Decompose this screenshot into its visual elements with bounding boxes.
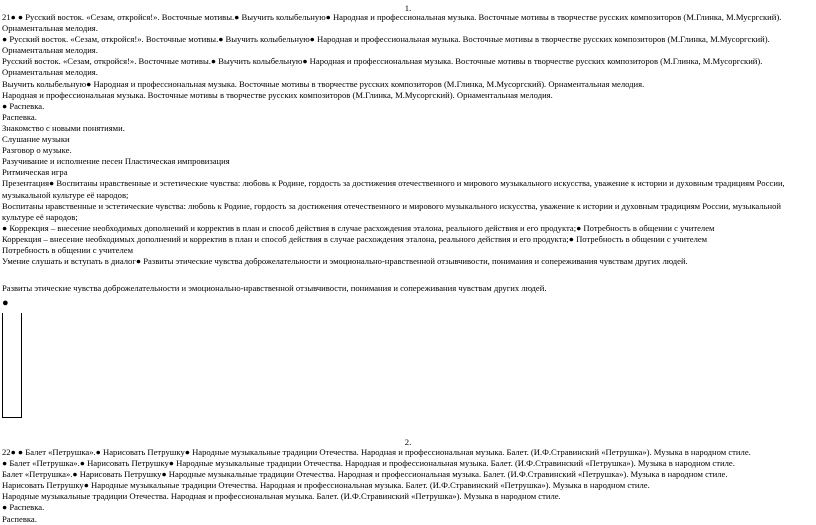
text-line: Знакомство с новыми понятиями. [2, 122, 125, 133]
text-line: Ритмическая игра [2, 167, 68, 178]
bullet-icon: ● [2, 297, 9, 309]
page-number-2: 2. [404, 437, 412, 447]
text-line: ● Коррекция – внесение необходимых дополнений и корректив в план и способ действия в случае расхождения эталона, реального действия и его продукта;● Потребность в общении с учителем [2, 222, 715, 233]
text-line: Презентация● Воспитаны нравственные и эстетические чувства: любовь к Родине, гордость за достижения отечественного и мирового музыкального искусства, уважение к истории и духовным традициям России, музыкальной культуре её народов; [2, 178, 785, 200]
closing-line: Развиты этические чувства доброжелательности и эмоционально-нравственной отзывчивости, понимания и сопереживания чувствам других людей. [2, 283, 547, 294]
text-line: Разучивание и исполнение песен Пластическая импровизация [2, 156, 230, 167]
text-line: ● Распевка. [2, 100, 45, 111]
text-line: Балет «Петрушка».● Нарисовать Петрушку● Народные музыкальные традиции Отечества. Народная и профессиональная музыка. Балет. (И.Ф.Стравинский «Петрушка»). Музыка в народном стиле. [2, 469, 728, 480]
text-line: ● Русский восток. «Сезам, откройся!». Восточные мотивы.● Выучить колыбельную● Народная и профессиональная музыка. Восточные мотивы в творчестве русских композиторов (М.Глинка, М.Мусоргский). Орнаментальная мелодия. [2, 34, 770, 56]
lesson-21-content [2, 12, 814, 294]
text-line: 22● ● Балет «Петрушка».● Нарисовать Петрушку● Народные музыкальные традиции Отечества. Народная и профессиональная музыка. Балет. (И.Ф.Стравинский «Петрушка»). Музыка в народном стиле. [2, 447, 751, 457]
text-line: Коррекция – внесение необходимых дополнений и корректив в план и способ действия в случае расхождения эталона, реального действия и его продукта;● Потребность в общении с учителем [2, 233, 708, 244]
empty-cell-border [2, 313, 22, 418]
text-line: Русский восток. «Сезам, откройся!». Восточные мотивы.● Выучить колыбельную● Народная и профессиональная музыка. Восточные мотивы в творчестве русских композиторов (М.Глинка, М.Мусоргский). Орнаментальная мелодия. [2, 56, 763, 78]
text-line: 21● ● Русский восток. «Сезам, откройся!». Восточные мотивы.● Выучить колыбельную● Народная и профессиональная музыка. Восточные мотивы в творчестве русских композиторов (М.Глинка, М.Мусргский). Орнаментальная мелодия. [2, 12, 782, 34]
text-line: Потребность в общении с учителем [2, 244, 134, 255]
text-line: Слушание музыки [2, 134, 70, 145]
text-line: Распевка. [2, 513, 37, 524]
text-line: Разговор о музыке. [2, 145, 72, 156]
text-line: Нарисовать Петрушку● Народные музыкальные традиции Отечества. Народная и профессиональная музыка. Балет. (И.Ф.Стравинский «Петрушка»). Музыка в народном стиле. [2, 480, 650, 491]
text-line: Выучить колыбельную● Народная и профессиональная музыка. Восточные мотивы в творчестве русских композиторов (М.Глинка, М.Мусоргский). Орнаментальная мелодия. [2, 78, 645, 89]
text-line: ● Балет «Петрушка».● Нарисовать Петрушку● Народные музыкальные традиции Отечества. Народная и профессиональная музыка. Балет. (И.Ф.Стравинский «Петрушка»). Музыка в народном стиле. [2, 458, 735, 469]
text-line: Народная и профессиональная музыка. Восточные мотивы в творчестве русских композиторов (М.Глинка, М.Мусоргский). Орнаментальная мелодия. [2, 89, 553, 100]
text-line: Распевка. [2, 111, 37, 122]
text-line: ● Распевка. [2, 502, 45, 513]
text-line: Умение слушать и вступать в диалог● Развиты этические чувства доброжелательности и эмоционально-нравственной отзывчивости, понимания и сопереживания чувствам других людей. [2, 256, 688, 267]
page-number-1: 1. [404, 3, 412, 13]
text-line: Воспитаны нравственные и эстетические чувства: любовь к Родине, гордость за достижения отечественного и мирового музыкального искусства, уважение к истории и духовным традициям России, музыкальной культуре её народов; [2, 200, 782, 222]
text-line: Народные музыкальные традиции Отечества. Народная и профессиональная музыка. Балет. (И.Ф.Стравинский «Петрушка»). Музыка в народном стиле. [2, 491, 561, 502]
lesson-22-content [2, 447, 814, 525]
